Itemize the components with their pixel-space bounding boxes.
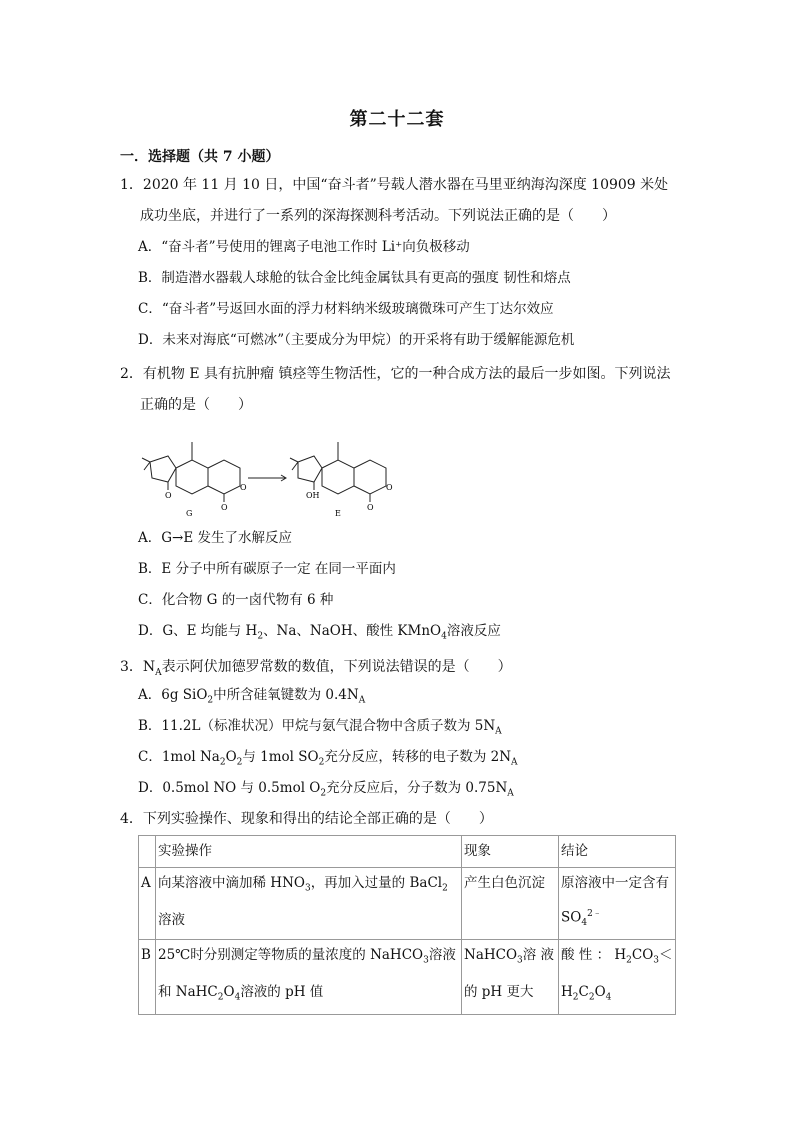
operation-cell [156, 868, 462, 940]
question-3 [120, 652, 680, 689]
rb-op-sub4: 4 [234, 992, 241, 1003]
ra-op-post: 溶液 [158, 911, 185, 928]
q3c-mid1: O [225, 749, 237, 765]
q2d-post: 溶液反应 [446, 623, 501, 639]
table-row [139, 868, 676, 940]
rb-op-post: 溶液的 pH 值 [240, 983, 324, 1000]
q3a-pre: A．6g SiO [138, 687, 208, 703]
rb-concl-mid2: ＜ H [561, 947, 673, 1000]
question-3-option-a [138, 685, 365, 711]
q3-stem-post: 表示阿伏加德罗常数的数值，下列说法错误的是（ ） [161, 659, 512, 675]
question-3-option-b [138, 716, 502, 742]
q3d-mid: 充分反应后，分子数为 0.75N [326, 780, 508, 796]
q3b-suba: A [495, 726, 502, 737]
conclusion-cell [559, 868, 676, 940]
question-1-option-b: B．制造潜水器载人球舱的钛合金比纯金属钛具有更高的强度 韧性和熔点 [138, 270, 571, 286]
q3a-sub2: 2 [207, 695, 214, 706]
q3b-pre: B．11.2L（标准状况）甲烷与氨气混合物中含质子数为 5N [138, 718, 496, 734]
q3c-suba: A [511, 757, 518, 768]
q2d-pre: D．G、E 均能与 H [138, 623, 258, 639]
label-g: G [186, 509, 193, 518]
question-4 [120, 804, 680, 835]
ra-op-mid: ，再加入过量的 BaCl [310, 875, 443, 891]
rb-concl-mid4: O [594, 983, 606, 1000]
conclusion-cell [559, 940, 676, 1014]
section-heading: 一．选择题（共 7 小题） [120, 149, 280, 165]
ra-concl-sup: 2﹣ [587, 909, 602, 919]
question-2-option-b: B．E 分子中所有碳原子一定 在同一平面内 [138, 561, 396, 577]
rb-concl-sub3: 3 [653, 955, 660, 966]
reaction-scheme-figure [138, 420, 398, 520]
rb-op-sub3: 3 [423, 955, 429, 966]
q3a-mid: 中所含硅氧键数为 0.4N [213, 687, 359, 703]
operation-cell [156, 940, 462, 1014]
question-2-option-a: A．G→E 发生了水解反应 [138, 530, 292, 546]
q3-stem-sub: A [155, 667, 162, 678]
rb-op-sub2: 2 [217, 992, 224, 1003]
label-oh: OH [306, 491, 320, 500]
question-3-stem [120, 652, 680, 689]
q3c-pre: C．1mol Na [138, 749, 220, 765]
label-o-g-lactone: O [221, 503, 228, 512]
rb-op-pre: 25℃时分别测定等物质的量浓度的 NaHCO [158, 947, 424, 964]
table-header-cell: 现象 [462, 836, 559, 868]
label-e: E [335, 509, 341, 518]
rb-concl-sub4: 4 [605, 992, 612, 1003]
q3a-suba: A [358, 695, 366, 706]
rb-concl-sub2b: 2 [572, 992, 579, 1003]
rb-phen-pre: NaHCO [464, 947, 518, 964]
phenomenon-cell: 产生白色沉淀 [462, 868, 559, 940]
question-3-option-d [138, 778, 514, 804]
question-3-option-c [138, 747, 518, 773]
question-1-option-d: D．未来对海底“可燃冰”（主要成分为甲烷）的开采将有助于缓解能源危机 [138, 332, 575, 348]
q3c-mid3: 充分反应，转移的电子数为 2N [324, 749, 512, 765]
question-1-option-c: C．“奋斗者”号返回水面的浮力材料纳米级玻璃微珠可产生丁达尔效应 [138, 301, 554, 317]
table-header-cell: 实验操作 [156, 836, 462, 868]
table-row [139, 940, 676, 1014]
question-1 [120, 170, 680, 232]
label-o-g-ketone: O [165, 491, 172, 500]
q3c-mid2: 与 1mol SO [242, 749, 319, 765]
question-1-stem: 1．2020 年 11 月 10 日，中国“奋斗者”号载人潜水器在马里亚纳海沟深度 10909 米处成功坐底，并进行了一系列的深海探测科考活动。下列说法正确的是（ ） [120, 177, 669, 224]
question-2 [120, 359, 680, 421]
question-1-option-a: A．“奋斗者”号使用的锂离子电池工作时 Li⁺向负极移动 [138, 239, 470, 255]
question-2-option-d [138, 621, 501, 647]
rb-phen-post: 溶 液的 pH 更大 [464, 947, 555, 1000]
q2d-mid: 、Na、NaOH、酸性 KMnO [263, 623, 442, 639]
question-2-stem: 2．有机物 E 具有抗肿瘤 镇痉等生物活性，它的一种合成方法的最后一步如图。下列说法正确的是（ ） [120, 366, 671, 413]
q3c-sub2a: 2 [219, 757, 226, 768]
table-header-cell [139, 836, 156, 868]
question-2-option-c: C．化合物 G 的一卤代物有 6 种 [138, 592, 334, 608]
ra-concl-sub4: 4 [581, 918, 588, 929]
table-header-cell: 结论 [559, 836, 676, 868]
page-title: 第二十二套 [349, 109, 445, 130]
row-label: A [139, 868, 156, 940]
ra-op-sub3: 3 [304, 883, 311, 894]
ra-concl-pre: 原溶液中一定含有 SO [561, 875, 669, 926]
q3c-sub2c: 2 [318, 757, 325, 768]
q3d-pre: D．0.5mol NO 与 0.5mol O [138, 780, 321, 796]
rb-concl-sub2a: 2 [626, 955, 632, 966]
experiment-table [138, 835, 676, 1015]
q3d-sub2: 2 [320, 788, 327, 799]
row-label: B [139, 940, 156, 1014]
ra-op-pre: 向某溶液中滴加稀 HNO [158, 875, 305, 891]
rb-phen-sub3: 3 [517, 955, 523, 966]
rb-concl-sub2c: 2 [588, 992, 595, 1003]
table-header-row [139, 836, 676, 868]
label-o-g-ring: O [240, 483, 247, 492]
q3-stem-pre: 3．N [120, 659, 156, 675]
ra-op-sub2: 2 [442, 883, 448, 894]
rb-concl-mid3: C [578, 983, 589, 1000]
question-4-stem: 4．下列实验操作、现象和得出的结论全部正确的是（ ） [120, 811, 493, 827]
label-o-e-lactone: O [367, 503, 374, 512]
q2d-sub4: 4 [441, 631, 447, 642]
rb-concl-pre: 酸 性 ： H [561, 947, 627, 964]
phenomenon-cell [462, 940, 559, 1014]
q3c-sub2b: 2 [236, 757, 243, 768]
rb-op-mid: 溶液和 NaHC [158, 947, 456, 1000]
rb-op-mid2: O [223, 983, 235, 1000]
q2d-sub2: 2 [257, 631, 264, 642]
q3d-suba: A [507, 788, 514, 799]
rb-concl-mid: CO [631, 947, 654, 964]
label-o-e-ring: O [386, 483, 393, 492]
